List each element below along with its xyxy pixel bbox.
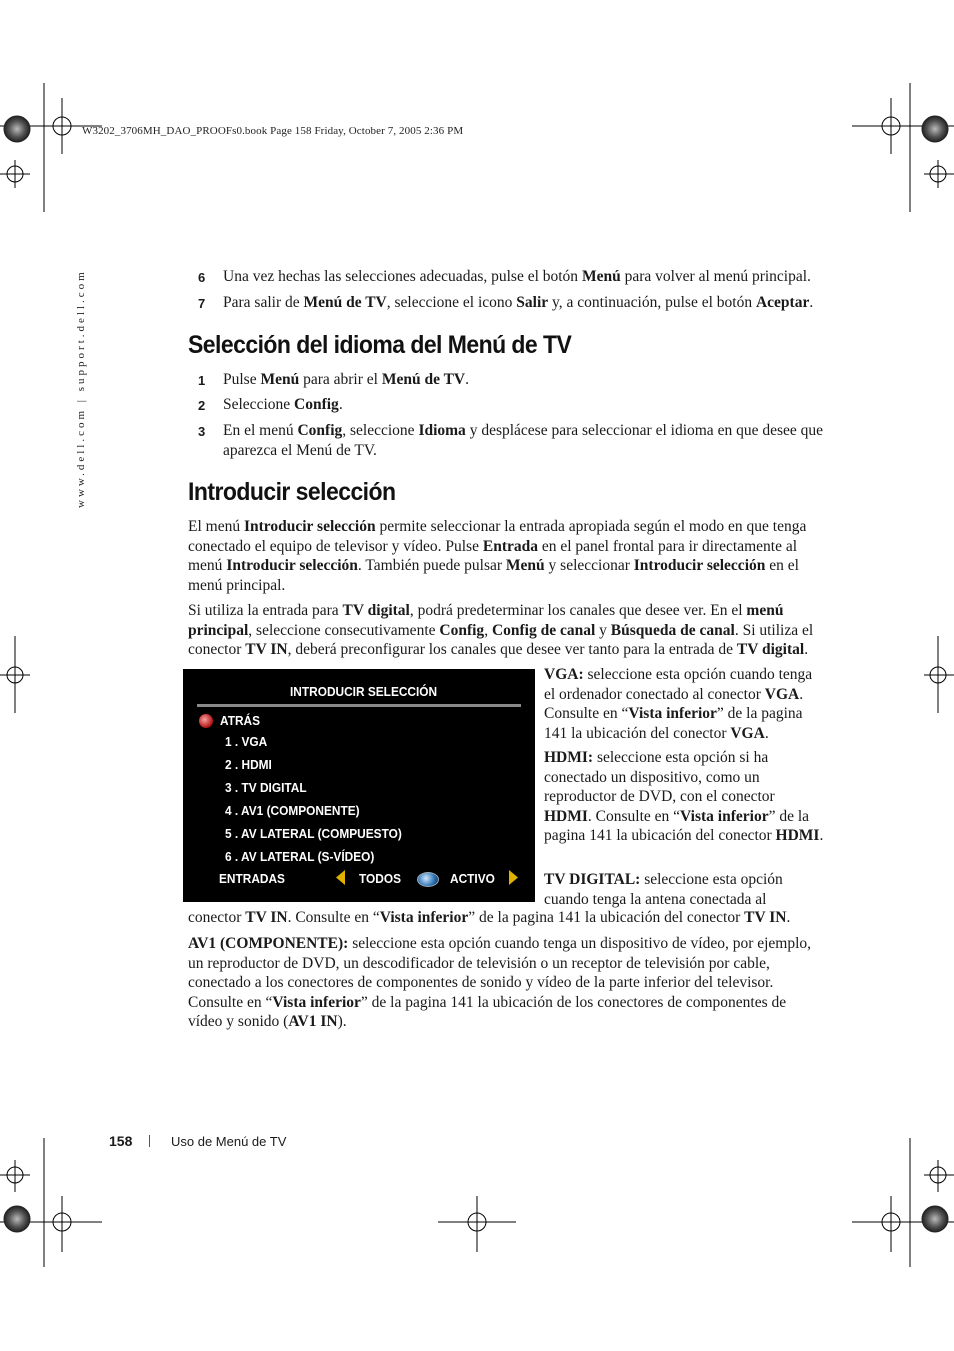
step-number: 6 — [198, 270, 206, 285]
bold-term: Introducir selección — [633, 557, 766, 574]
text-run: Pulse — [223, 371, 261, 388]
bold-term: VGA — [764, 685, 800, 703]
osd-item-av-composite: 5 . AV LATERAL (COMPUESTO) — [225, 827, 402, 841]
bold-term: Config — [439, 621, 485, 639]
text-run: , — [484, 621, 492, 639]
bold-term: TV digital — [342, 602, 410, 619]
osd-item-tv-digital: 3 . TV DIGITAL — [225, 781, 307, 795]
bold-term: AV1 (COMPONENTE): — [188, 935, 349, 952]
text-run: . — [819, 827, 824, 844]
bold-term: TV IN — [245, 641, 288, 658]
step-text — [223, 370, 828, 390]
text-run: . — [764, 724, 769, 742]
desc-tv-digital — [544, 870, 826, 909]
step-1 — [188, 370, 828, 390]
text-run: . — [338, 396, 343, 413]
text-run: y seleccionar — [544, 557, 634, 574]
bold-term: Vista inferior — [680, 807, 769, 825]
osd-item-av1: 4 . AV1 (COMPONENTE) — [225, 804, 360, 818]
side-url: www.dell.com | support.dell.com — [75, 269, 87, 508]
step-text — [223, 267, 828, 287]
step-number: 7 — [198, 296, 206, 311]
text-run: para abrir el — [299, 371, 382, 388]
back-icon — [199, 714, 213, 728]
step-text — [223, 421, 828, 460]
step-text — [223, 395, 828, 415]
bold-term: menú principal — [188, 602, 784, 639]
text-run: . — [465, 371, 469, 388]
text-run: , deberá preconfigurar los canales que desee ver tanto para la entrada de — [287, 641, 737, 658]
bold-term: Salir — [516, 294, 549, 311]
osd-divider — [197, 704, 521, 707]
paragraph-intro — [188, 517, 824, 595]
text-run: conector — [188, 909, 246, 926]
osd-item-vga: 1 . VGA — [225, 735, 268, 749]
bold-term: TV IN — [744, 909, 787, 926]
desc-av1 — [188, 934, 818, 1032]
osd-all-label: TODOS — [359, 872, 402, 886]
bold-term: Menú de TV — [303, 294, 387, 311]
text-run: Seleccione — [223, 396, 295, 413]
toggle-icon — [417, 872, 439, 887]
step-7 — [188, 293, 828, 313]
bold-term: Introducir selección — [226, 557, 358, 574]
bold-term: TV digital — [736, 641, 805, 658]
text-run: permite seleccionar la entrada apropiada según el modo en que tenga conectado el equipo de televisor y vídeo. Pulse — [188, 518, 807, 555]
text-run: seleccione esta opción cuando tenga el ordenador conectado al conector — [544, 666, 813, 703]
bold-term: Vista inferior — [379, 909, 469, 926]
text-run: ” de la pagina 141 la ubicación de los conectores de componentes de vídeo y sonido ( — [188, 993, 787, 1030]
text-run: en el menú principal. — [188, 557, 799, 594]
text-run: seleccione esta opción cuando tenga un dispositivo de vídeo, por ejemplo, un reproductor de DVD, un descodificador de televisión o un receptor de televisión por cable, conectado a los conectores de componentes de sonido y vídeo de la parte inferior del televisor. Consulte en “ — [188, 935, 812, 1011]
bold-term: Menú de TV — [381, 371, 466, 388]
bold-term: Aceptar — [755, 294, 810, 311]
bold-term: HDMI — [775, 827, 820, 844]
desc-vga — [544, 665, 826, 743]
bold-term: Config — [294, 396, 339, 413]
text-run: y, a continuación, pulse el botón — [548, 294, 756, 311]
page-number: 158 — [109, 1133, 133, 1149]
step-6 — [188, 267, 828, 287]
step-number: 1 — [198, 373, 206, 388]
text-run: Si utiliza la entrada para — [188, 602, 343, 619]
bold-term: Vista inferior — [628, 705, 717, 722]
footer-section-title: Uso de Menú de TV — [171, 1134, 287, 1149]
arrow-right-icon — [509, 870, 519, 885]
text-run: en el panel frontal para ir directamente al menú — [188, 537, 798, 574]
text-run: ” de la pagina 141 la ubicación del conector — [544, 807, 810, 844]
bold-term: Vista inferior — [272, 993, 361, 1011]
text-run: , seleccione el icono — [386, 294, 517, 311]
osd-back: ATRÁS — [220, 714, 261, 728]
text-run: seleccione esta opción cuando tenga la antena conectada al — [544, 871, 783, 908]
step-text — [223, 293, 828, 313]
bold-term: TV IN — [245, 909, 288, 926]
step-number: 3 — [198, 424, 206, 439]
osd-inputs-label: ENTRADAS — [219, 872, 285, 886]
bold-term: VGA: — [544, 666, 584, 683]
text-run: El menú — [188, 518, 244, 535]
text-run: , seleccione — [342, 422, 419, 439]
text-run: y desplácese para seleccionar el idioma en que desee que aparezca el Menú de TV. — [223, 422, 824, 459]
bold-term: Entrada — [482, 537, 538, 555]
bold-term: VGA — [730, 724, 765, 742]
step-2 — [188, 395, 828, 415]
osd-item-hdmi: 2 . HDMI — [225, 758, 272, 772]
text-run: Una vez hechas las selecciones adecuadas, pulse el botón — [223, 268, 582, 285]
bold-term: HDMI: — [544, 749, 594, 766]
text-run: . Si utiliza el conector — [188, 621, 814, 658]
bold-term: AV1 IN — [288, 1013, 338, 1030]
osd-active-label: ACTIVO — [450, 872, 495, 886]
bold-term: Config — [297, 422, 343, 439]
bold-term: Búsqueda de canal — [610, 621, 735, 639]
bold-term: Config de canal — [491, 621, 596, 639]
text-run: ” de la pagina 141 la ubicación del conector — [468, 909, 745, 926]
text-run: para volver al menú principal. — [620, 268, 811, 285]
text-run: , seleccione consecutivamente — [248, 621, 440, 639]
text-run: . — [804, 641, 809, 658]
text-run: . Consulte en “ — [544, 685, 804, 722]
proof-header: W3202_3706MH_DAO_PROOFs0.book Page 158 Friday, October 7, 2005 2:36 PM — [82, 125, 464, 137]
text-run: Para salir de — [223, 294, 304, 311]
bold-term: Menú — [260, 371, 300, 388]
step-number: 2 — [198, 398, 206, 413]
text-run: En el menú — [223, 422, 298, 439]
heading-input-select: Introducir selección — [188, 478, 396, 506]
text-run: . También puede pulsar — [357, 557, 506, 574]
bold-term: Introducir selección — [243, 518, 376, 535]
text-run: , podrá predeterminar los canales que desee ver. En el — [409, 602, 747, 619]
text-run: . — [809, 294, 814, 311]
text-run: . Consulte en “ — [287, 909, 380, 926]
bold-term: HDMI — [544, 807, 588, 825]
bold-term: Idioma — [418, 422, 466, 439]
bold-term: TV DIGITAL: — [544, 871, 641, 888]
osd-item-av-svideo: 6 . AV LATERAL (S-VÍDEO) — [225, 850, 375, 864]
arrow-left-icon — [336, 870, 346, 885]
desc-hdmi — [544, 748, 826, 846]
text-run: seleccione esta opción si ha conectado un dispositivo, como un reproductor de DVD, con el conector — [544, 749, 775, 805]
paragraph-digital — [188, 601, 824, 660]
text-run: y — [595, 621, 611, 639]
osd-menu-image — [183, 669, 535, 902]
text-run: ). — [337, 1013, 347, 1030]
footer-separator — [149, 1135, 150, 1147]
desc-tv-digital-cont — [188, 908, 838, 928]
text-run: ” de la pagina 141 la ubicación del conector — [544, 705, 803, 742]
text-run: . Consulte en “ — [587, 807, 681, 825]
heading-language: Selección del idioma del Menú de TV — [188, 331, 572, 359]
bold-term: Menú — [505, 557, 545, 574]
bold-term: Menú — [581, 268, 621, 285]
osd-title: INTRODUCIR SELECCIÓN — [290, 685, 438, 699]
text-run: . — [786, 909, 791, 926]
step-3 — [188, 421, 828, 460]
